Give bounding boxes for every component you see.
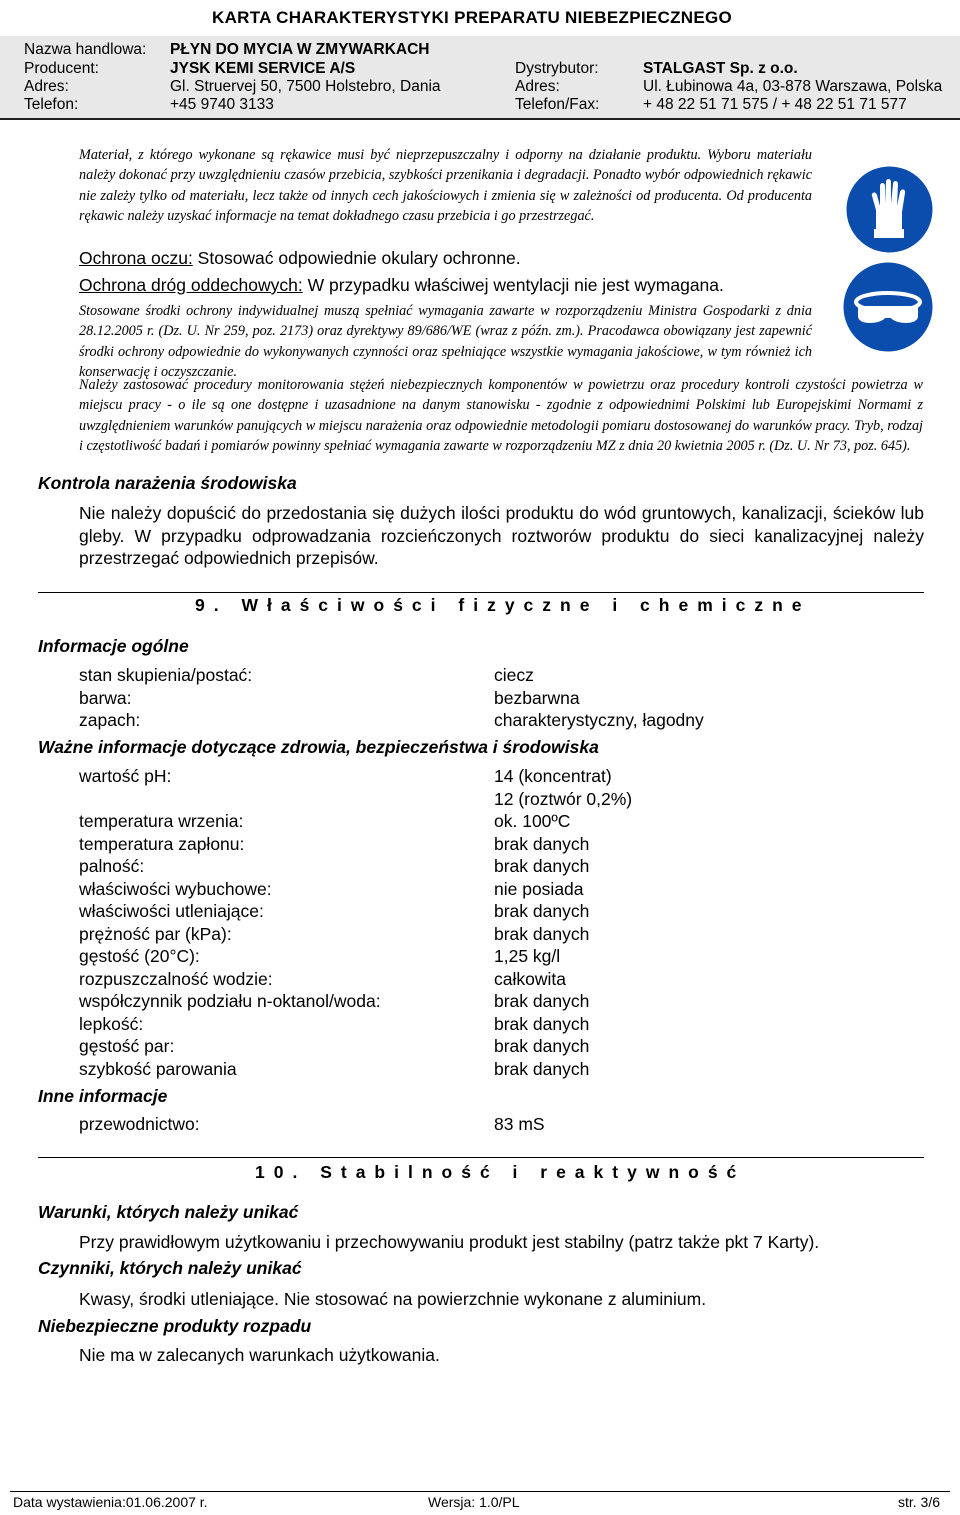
address: Gl. Struervej 50, 7500 Holstebro, Dania	[170, 78, 441, 95]
property-row	[79, 901, 939, 924]
dist-phone-label: Telefon/Fax:	[515, 96, 600, 113]
property-row	[79, 665, 939, 688]
eye-protection-text: Stosować odpowiednie okulary ochronne.	[192, 248, 521, 268]
property-value: 1,25 kg/l	[494, 946, 561, 966]
conductivity-value: 83 mS	[494, 1114, 545, 1134]
resp-protection-label: Ochrona dróg oddechowych:	[79, 275, 303, 295]
property-row	[79, 879, 939, 902]
property-label: szybkość parowania	[79, 1058, 237, 1079]
footer-divider	[10, 1491, 950, 1492]
property-row	[79, 856, 939, 879]
property-value: ciecz	[494, 665, 534, 685]
property-label: lepkość:	[79, 1013, 144, 1034]
property-row	[79, 1036, 939, 1059]
ph-label: wartość pH:	[79, 766, 172, 786]
dist-address-label: Adres:	[515, 78, 560, 95]
property-label: zapach:	[79, 710, 141, 730]
property-value: nie posiada	[494, 878, 584, 899]
phone-label: Telefon:	[24, 96, 79, 113]
property-label: temperatura wrzenia:	[79, 811, 244, 831]
decomposition-text: Nie ma w zalecanych warunkach użytkowania.	[79, 1345, 440, 1365]
property-label: stan skupienia/postać:	[79, 665, 253, 685]
important-info-list	[79, 811, 939, 1081]
property-label: prężność par (kPa):	[79, 923, 232, 944]
regulation-paragraph: Stosowane środki ochrony indywidualnej muszą spełniać wymagania zawarte w rozporządzeniu Ministra Gospodarki z dnia 28.12.2005 r. (Dz. U. Nr 259, poz. 2173) oraz dyrektywy 89/686/WE (wraz z późn. zm.). Pracodawca obowiązany jest zapewnić środki ochrony odpowiednie do wykonywanych czynności oraz spełniające wszystkie wymagania jakościowe, w tym również ich konserwację i oczyszczanie.	[79, 303, 812, 381]
property-row	[79, 1059, 939, 1082]
property-row	[79, 834, 939, 857]
page-number: str. 3/6	[898, 1494, 941, 1510]
monitoring-paragraph: Należy zastosować procedury monitorowania stężeń niebezpiecznych komponentów w powietrzu oraz procedury kontroli czystości powietrza w miejscu pracy - o ile są one dostępne i uzasadnione na danym stanowisku - zgodnie z odpowiednimi Polskimi lub Europejskimi Normami z uwzględnieniem warunków panujących w miejscu narażenia oraz odpowiednie metodologii pomiaru dostosowanej do warunków pracy. Tryb, rodzaj i częstotliwość badań i pomiarów powinny spełniać wymagania zawarte w rozporządzeniu MZ z dnia 20 kwietnia 2005 r. (Dz. U. Nr 73, poz. 645).	[79, 377, 923, 455]
property-label: gęstość par:	[79, 1036, 175, 1056]
property-value: brak danych	[494, 856, 590, 876]
producer: JYSK KEMI SERVICE A/S	[170, 60, 356, 77]
header-band	[0, 36, 960, 120]
section9-title: 9. Właściwości fizyczne i chemiczne	[195, 595, 811, 615]
property-row	[79, 946, 939, 969]
property-label: właściwości wybuchowe:	[79, 878, 272, 899]
gloves-icon	[846, 166, 933, 253]
property-label: współczynnik podziału n-oktanol/woda:	[79, 991, 381, 1011]
property-label: rozpuszczalność wodzie:	[79, 968, 273, 989]
property-row	[79, 710, 939, 733]
other-info-heading: Inne informacje	[38, 1086, 168, 1106]
dist-phone: + 48 22 51 71 575 / + 48 22 51 71 577	[643, 96, 907, 113]
distributor: STALGAST Sp. z o.o.	[643, 60, 798, 77]
gloves-paragraph: Materiał, z którego wykonane są rękawice musi być nieprzepuszczalny i odporny na działanie produktu. Wyboru materiału należy dokonać przy uwzględnieniu czasów przebicia, szybkości przenikania i degradacji. Ponadto wybór odpowiednich rękawic nie zależy tylko od materiału, lecz także od innych cech jakościowych i zmienia się w zależności od producenta. Od producenta rękawic należy uzyskać informacje na temat dokładnego czasu przebicia i go przestrzegać.	[79, 147, 812, 225]
avoid-factors-heading: Czynniki, których należy unikać	[38, 1258, 302, 1278]
producer-label: Producent:	[24, 60, 99, 77]
issue-date: Data wystawienia:01.06.2007 r.	[13, 1494, 208, 1510]
property-value: całkowita	[494, 968, 566, 989]
property-row	[79, 688, 939, 711]
property-value: brak danych	[494, 901, 590, 921]
ph-value-solution: 12 (roztwór 0,2%)	[494, 789, 633, 809]
property-value: brak danych	[494, 1058, 590, 1079]
property-value: brak danych	[494, 991, 590, 1011]
goggles-icon	[843, 262, 933, 352]
property-row	[79, 811, 939, 834]
resp-protection-text: W przypadku właściwej wentylacji nie jest wymagana.	[302, 275, 724, 295]
property-label: temperatura zapłonu:	[79, 833, 245, 854]
trade-name: PŁYN DO MYCIA W ZMYWARKACH	[170, 41, 430, 58]
property-value: brak danych	[494, 833, 590, 854]
eye-protection-label: Ochrona oczu:	[79, 248, 193, 268]
avoid-conditions-text: Przy prawidłowym użytkowaniu i przechowywaniu produkt jest stabilny (patrz także pkt 7 Karty).	[79, 1232, 820, 1252]
important-info-heading: Ważne informacje dotyczące zdrowia, bezpieczeństwa i środowiska	[38, 737, 599, 757]
property-label: palność:	[79, 856, 145, 876]
property-value: brak danych	[494, 923, 590, 944]
address-label: Adres:	[24, 78, 69, 95]
property-row	[79, 924, 939, 947]
property-label: gęstość (20°C):	[79, 946, 200, 966]
property-label: barwa:	[79, 687, 132, 708]
dist-address: Ul. Łubinowa 4a, 03-878 Warszawa, Polska	[643, 78, 943, 95]
property-value: charakterystyczny, łagodny	[494, 710, 704, 730]
section10-divider	[38, 1157, 924, 1158]
property-value: brak danych	[494, 1036, 590, 1056]
property-label: właściwości utleniające:	[79, 901, 264, 921]
property-value: brak danych	[494, 1013, 590, 1034]
section10-title: 10. Stabilność i reaktywność	[255, 1162, 746, 1182]
decomposition-heading: Niebezpieczne produkty rozpadu	[38, 1316, 312, 1336]
avoid-conditions-heading: Warunki, których należy unikać	[38, 1202, 299, 1222]
distributor-label: Dystrybutor:	[515, 60, 599, 77]
resp-protection	[79, 275, 724, 296]
property-row	[79, 1014, 939, 1037]
property-row	[79, 969, 939, 992]
section9-divider	[38, 592, 924, 593]
property-value: ok. 100ºC	[494, 811, 571, 831]
avoid-factors-text: Kwasy, środki utleniające. Nie stosować na powierzchnie wykonane z aluminium.	[79, 1289, 707, 1309]
property-value: bezbarwna	[494, 687, 580, 708]
document-title: KARTA CHARAKTERYSTYKI PREPARATU NIEBEZPIECZNEGO	[212, 8, 733, 27]
general-info-list	[79, 665, 939, 733]
conductivity-label: przewodnictwo:	[79, 1114, 200, 1134]
ph-value-concentrate: 14 (koncentrat)	[494, 766, 612, 786]
property-row	[79, 991, 939, 1014]
trade-name-label: Nazwa handlowa:	[24, 41, 147, 58]
env-control-text: Nie należy dopuścić do przedostania się dużych ilości produktu do wód gruntowych, kanalizacji, ścieków lub gleby. W przypadku odprowadzania rozcieńczonych roztworów produktu do sieci kanalizacyjnej należy przestrzegać odpowiednich przepisów.	[79, 503, 924, 568]
version: Wersja: 1.0/PL	[428, 1494, 520, 1510]
eye-protection	[79, 248, 521, 269]
phone: +45 9740 3133	[170, 96, 274, 113]
env-control-heading: Kontrola narażenia środowiska	[38, 473, 297, 493]
general-info-heading: Informacje ogólne	[38, 636, 189, 656]
